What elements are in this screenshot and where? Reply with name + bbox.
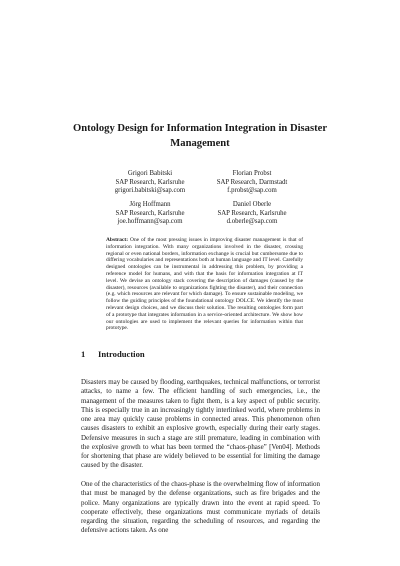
section-title: Introduction	[98, 349, 145, 359]
author-block	[197, 170, 307, 196]
author-block	[95, 201, 205, 227]
author-block	[197, 201, 307, 227]
author-email: grigori.babitski@sap.com	[114, 187, 186, 195]
author-affiliation: SAP Research, Karlsruhe	[115, 209, 185, 217]
section-heading	[81, 349, 145, 359]
author-affiliation: SAP Research, Darmstadt	[216, 178, 288, 186]
body-paragraph: Disasters may be caused by flooding, earthquakes, technical malfunctions, or terrorist attacks, to name a few. The efficient handling of such emergencies, i.e., the management of the measures taken to fight them, is a key aspect of public security. This is especially true in an increasingly tightly interlinked world, where problems in one area may quickly cause problems in connected areas. This phenomenon often causes disasters to exhibit an explosive growth, especially during their early stages. Defensive measures in such a stage are still premature, leading in combination with the explosive growth to what has been termed the “chaos-phase” [Ven04]. Methods for shortening that phase are widely believed to be essential for limiting the damage caused by the disaster.	[81, 378, 320, 470]
author-email: f.probst@sap.com	[227, 187, 277, 195]
author-affiliation: SAP Research, Karlsruhe	[115, 178, 185, 186]
paper-title: Ontology Design for Information Integration in Disaster Management	[72, 123, 328, 149]
author-email: joe.hoffmann@sap.com	[117, 218, 183, 226]
author-block	[95, 170, 205, 196]
abstract	[106, 237, 303, 332]
author-name: Jörg Hoffmann	[129, 201, 171, 208]
author-name: Daniel Oberle	[232, 201, 272, 208]
section-number: 1	[81, 349, 86, 359]
author-name: Florian Probst	[232, 170, 272, 177]
abstract-text: One of the most pressing issues in improving disaster management is that of information integration. With many organizations involved in the disaster, crossing regional or even national borders, information exchange is crucial but cumbersome due to differing vocabularies and representations both at human language and IT level. Carefully designed ontologies can be instrumental in addressing this problem, by providing a reference model for humans, and with that the basis for information integration at IT level. We devise an ontology stack covering the description of damages (caused by the disaster), resources (available to organizations fighting the disaster), and their connection (e.g. which resources are relevant for which damage). To ensure sustainable modeling, we follow the guiding principles of the foundational ontology DOLCE. We identify the most relevant design choices, and we discuss their solution. The resulting ontologies form part of a prototype that integrates information in a service-oriented architecture. We show how our ontologies are used to implement the relevant queries for information within that prototype.	[106, 237, 304, 332]
author-email: d.oberle@sap.com	[226, 218, 278, 226]
author-name: Grigori Babitski	[127, 170, 173, 177]
abstract-label: Abstract:	[106, 237, 129, 243]
body-paragraph: One of the characteristics of the chaos-phase is the overwhelming flow of information that must be managed by the defense organizations, such as fire brigades and the police. Many organizations are typically drawn into the event at rapid speed. To cooperate effectively, these organizations must communicate myriads of details regarding the situation, regarding the scheduling of resources, and regarding the defensive actions taken. As one	[81, 480, 320, 535]
author-affiliation: SAP Research, Karlsruhe	[217, 209, 287, 217]
